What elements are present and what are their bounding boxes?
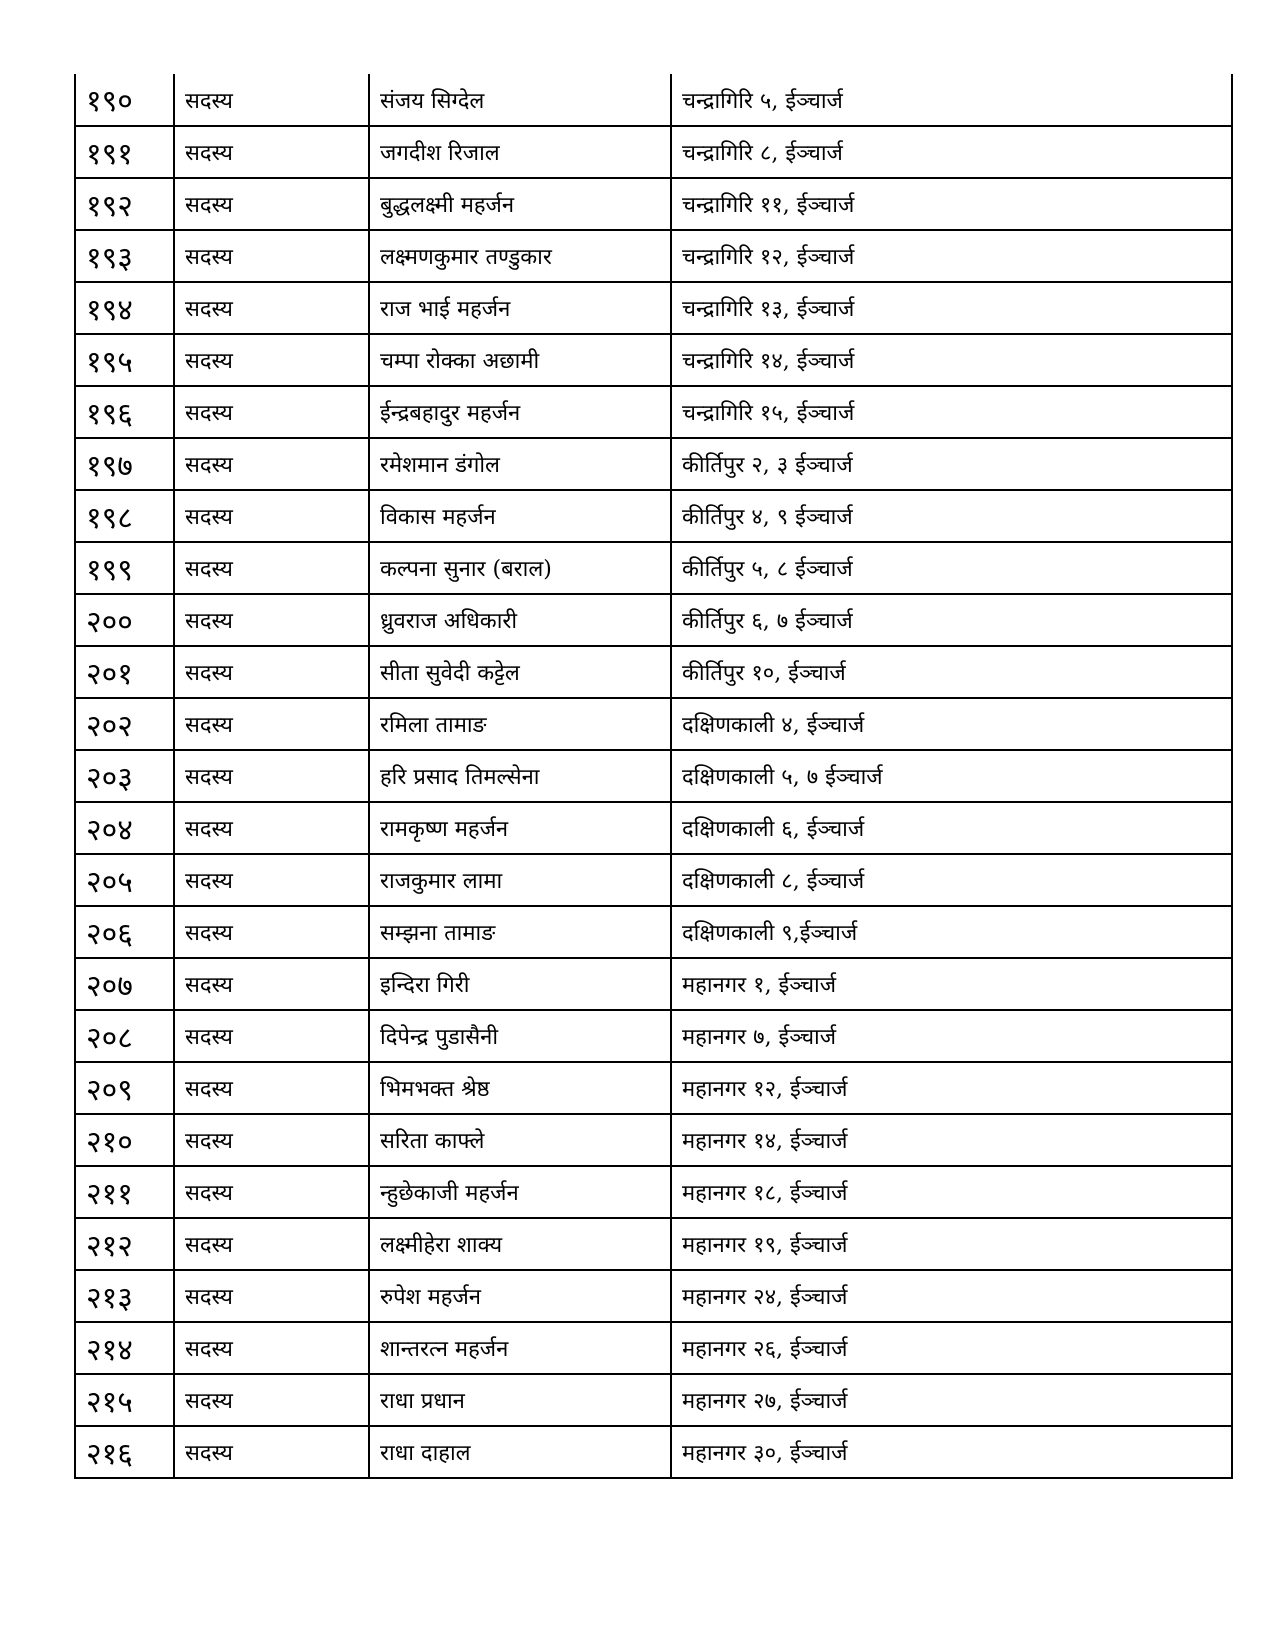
- member-name-cell: चम्पा रोक्का अछामी: [369, 334, 671, 386]
- serial-number-cell: १९५: [75, 334, 174, 386]
- table-row: [75, 230, 1232, 282]
- table-row: [75, 906, 1232, 958]
- table-row: [75, 1322, 1232, 1374]
- member-name-cell: राधा दाहाल: [369, 1426, 671, 1478]
- member-name-cell: बुद्धलक्ष्मी महर्जन: [369, 178, 671, 230]
- serial-number-cell: २०४: [75, 802, 174, 854]
- table-row: [75, 594, 1232, 646]
- role-cell: सदस्य: [174, 646, 369, 698]
- role-cell: सदस्य: [174, 282, 369, 334]
- serial-number-cell: १९२: [75, 178, 174, 230]
- role-cell: सदस्य: [174, 126, 369, 178]
- assignment-cell: कीर्तिपुर २, ३ ईञ्चार्ज: [671, 438, 1232, 490]
- member-name-cell: ध्रुवराज अधिकारी: [369, 594, 671, 646]
- role-cell: सदस्य: [174, 1062, 369, 1114]
- role-cell: सदस्य: [174, 1010, 369, 1062]
- assignment-cell: दक्षिणकाली ५, ७ ईञ्चार्ज: [671, 750, 1232, 802]
- serial-number-cell: २०६: [75, 906, 174, 958]
- serial-number-cell: २१३: [75, 1270, 174, 1322]
- member-name-cell: भिमभक्त श्रेष्ठ: [369, 1062, 671, 1114]
- serial-number-cell: २१२: [75, 1218, 174, 1270]
- role-cell: सदस्य: [174, 1426, 369, 1478]
- table-row: [75, 1010, 1232, 1062]
- table-row: [75, 74, 1232, 126]
- role-cell: सदस्य: [174, 750, 369, 802]
- table-row: [75, 750, 1232, 802]
- assignment-cell: महानगर १२, ईञ्चार्ज: [671, 1062, 1232, 1114]
- serial-number-cell: १९९: [75, 542, 174, 594]
- table-row: [75, 1062, 1232, 1114]
- table-row: [75, 1270, 1232, 1322]
- assignment-cell: दक्षिणकाली ४, ईञ्चार्ज: [671, 698, 1232, 750]
- role-cell: सदस्य: [174, 1270, 369, 1322]
- member-name-cell: संजय सिग्देल: [369, 74, 671, 126]
- assignment-cell: चन्द्रागिरि १४, ईञ्चार्ज: [671, 334, 1232, 386]
- member-name-cell: इन्दिरा गिरी: [369, 958, 671, 1010]
- member-name-cell: रमेशमान डंगोल: [369, 438, 671, 490]
- serial-number-cell: २०३: [75, 750, 174, 802]
- member-name-cell: रमिला तामाङ: [369, 698, 671, 750]
- assignment-cell: चन्द्रागिरि १२, ईञ्चार्ज: [671, 230, 1232, 282]
- serial-number-cell: १९४: [75, 282, 174, 334]
- table-row: [75, 178, 1232, 230]
- assignment-cell: महानगर २६, ईञ्चार्ज: [671, 1322, 1232, 1374]
- serial-number-cell: १९०: [75, 74, 174, 126]
- member-name-cell: राजकुमार लामा: [369, 854, 671, 906]
- role-cell: सदस्य: [174, 1322, 369, 1374]
- serial-number-cell: १९७: [75, 438, 174, 490]
- role-cell: सदस्य: [174, 802, 369, 854]
- table-row: [75, 1114, 1232, 1166]
- assignment-cell: महानगर १८, ईञ्चार्ज: [671, 1166, 1232, 1218]
- table-row: [75, 1426, 1232, 1478]
- role-cell: सदस्य: [174, 490, 369, 542]
- table-row: [75, 542, 1232, 594]
- member-name-cell: राधा प्रधान: [369, 1374, 671, 1426]
- serial-number-cell: २१६: [75, 1426, 174, 1478]
- serial-number-cell: २०७: [75, 958, 174, 1010]
- role-cell: सदस्य: [174, 594, 369, 646]
- assignment-cell: चन्द्रागिरि १३, ईञ्चार्ज: [671, 282, 1232, 334]
- member-name-cell: ईन्द्रबहादुर महर्जन: [369, 386, 671, 438]
- serial-number-cell: २१०: [75, 1114, 174, 1166]
- serial-number-cell: २१४: [75, 1322, 174, 1374]
- assignment-cell: कीर्तिपुर ४, ९ ईञ्चार्ज: [671, 490, 1232, 542]
- role-cell: सदस्य: [174, 74, 369, 126]
- member-name-cell: कल्पना सुनार (बराल): [369, 542, 671, 594]
- member-name-cell: दिपेन्द्र पुडासैनी: [369, 1010, 671, 1062]
- serial-number-cell: १९१: [75, 126, 174, 178]
- member-name-cell: सरिता काफ्ले: [369, 1114, 671, 1166]
- role-cell: सदस्य: [174, 906, 369, 958]
- role-cell: सदस्य: [174, 1114, 369, 1166]
- table-row: [75, 386, 1232, 438]
- role-cell: सदस्य: [174, 854, 369, 906]
- assignment-cell: महानगर ३०, ईञ्चार्ज: [671, 1426, 1232, 1478]
- member-name-cell: रुपेश महर्जन: [369, 1270, 671, 1322]
- serial-number-cell: २०१: [75, 646, 174, 698]
- role-cell: सदस्य: [174, 958, 369, 1010]
- assignment-cell: दक्षिणकाली ६, ईञ्चार्ज: [671, 802, 1232, 854]
- role-cell: सदस्य: [174, 230, 369, 282]
- member-table: [74, 74, 1233, 1479]
- table-row: [75, 282, 1232, 334]
- table-row: [75, 854, 1232, 906]
- member-name-cell: सीता सुवेदी कट्टेल: [369, 646, 671, 698]
- role-cell: सदस्य: [174, 438, 369, 490]
- serial-number-cell: २०९: [75, 1062, 174, 1114]
- member-name-cell: लक्ष्मीहेरा शाक्य: [369, 1218, 671, 1270]
- assignment-cell: कीर्तिपुर १०, ईञ्चार्ज: [671, 646, 1232, 698]
- table-row: [75, 802, 1232, 854]
- table-row: [75, 1166, 1232, 1218]
- table-row: [75, 438, 1232, 490]
- serial-number-cell: २०२: [75, 698, 174, 750]
- serial-number-cell: २१५: [75, 1374, 174, 1426]
- member-name-cell: विकास महर्जन: [369, 490, 671, 542]
- member-name-cell: राज भाई महर्जन: [369, 282, 671, 334]
- assignment-cell: महानगर २७, ईञ्चार्ज: [671, 1374, 1232, 1426]
- table-row: [75, 1218, 1232, 1270]
- role-cell: सदस्य: [174, 386, 369, 438]
- role-cell: सदस्य: [174, 334, 369, 386]
- serial-number-cell: १९८: [75, 490, 174, 542]
- serial-number-cell: १९३: [75, 230, 174, 282]
- member-name-cell: सम्झना तामाङ: [369, 906, 671, 958]
- table-row: [75, 958, 1232, 1010]
- serial-number-cell: २०८: [75, 1010, 174, 1062]
- role-cell: सदस्य: [174, 698, 369, 750]
- role-cell: सदस्य: [174, 1374, 369, 1426]
- table-row: [75, 126, 1232, 178]
- role-cell: सदस्य: [174, 178, 369, 230]
- assignment-cell: चन्द्रागिरि ८, ईञ्चार्ज: [671, 126, 1232, 178]
- assignment-cell: कीर्तिपुर ६, ७ ईञ्चार्ज: [671, 594, 1232, 646]
- member-name-cell: न्हुछेकाजी महर्जन: [369, 1166, 671, 1218]
- member-name-cell: जगदीश रिजाल: [369, 126, 671, 178]
- table-row: [75, 646, 1232, 698]
- member-name-cell: हरि प्रसाद तिमल्सेना: [369, 750, 671, 802]
- table-row: [75, 698, 1232, 750]
- role-cell: सदस्य: [174, 1166, 369, 1218]
- serial-number-cell: २००: [75, 594, 174, 646]
- serial-number-cell: २०५: [75, 854, 174, 906]
- assignment-cell: चन्द्रागिरि ११, ईञ्चार्ज: [671, 178, 1232, 230]
- member-name-cell: रामकृष्ण महर्जन: [369, 802, 671, 854]
- role-cell: सदस्य: [174, 1218, 369, 1270]
- assignment-cell: चन्द्रागिरि ५, ईञ्चार्ज: [671, 74, 1232, 126]
- assignment-cell: महानगर १४, ईञ्चार्ज: [671, 1114, 1232, 1166]
- assignment-cell: महानगर १, ईञ्चार्ज: [671, 958, 1232, 1010]
- assignment-cell: चन्द्रागिरि १५, ईञ्चार्ज: [671, 386, 1232, 438]
- table-row: [75, 490, 1232, 542]
- member-name-cell: लक्ष्मणकुमार तण्डुकार: [369, 230, 671, 282]
- role-cell: सदस्य: [174, 542, 369, 594]
- table-row: [75, 1374, 1232, 1426]
- assignment-cell: दक्षिणकाली ८, ईञ्चार्ज: [671, 854, 1232, 906]
- serial-number-cell: १९६: [75, 386, 174, 438]
- member-table-body: [75, 74, 1232, 1478]
- table-row: [75, 334, 1232, 386]
- assignment-cell: महानगर १९, ईञ्चार्ज: [671, 1218, 1232, 1270]
- member-name-cell: शान्तरत्न महर्जन: [369, 1322, 671, 1374]
- assignment-cell: महानगर २४, ईञ्चार्ज: [671, 1270, 1232, 1322]
- assignment-cell: दक्षिणकाली ९,ईञ्चार्ज: [671, 906, 1232, 958]
- assignment-cell: कीर्तिपुर ५, ८ ईञ्चार्ज: [671, 542, 1232, 594]
- serial-number-cell: २११: [75, 1166, 174, 1218]
- assignment-cell: महानगर ७, ईञ्चार्ज: [671, 1010, 1232, 1062]
